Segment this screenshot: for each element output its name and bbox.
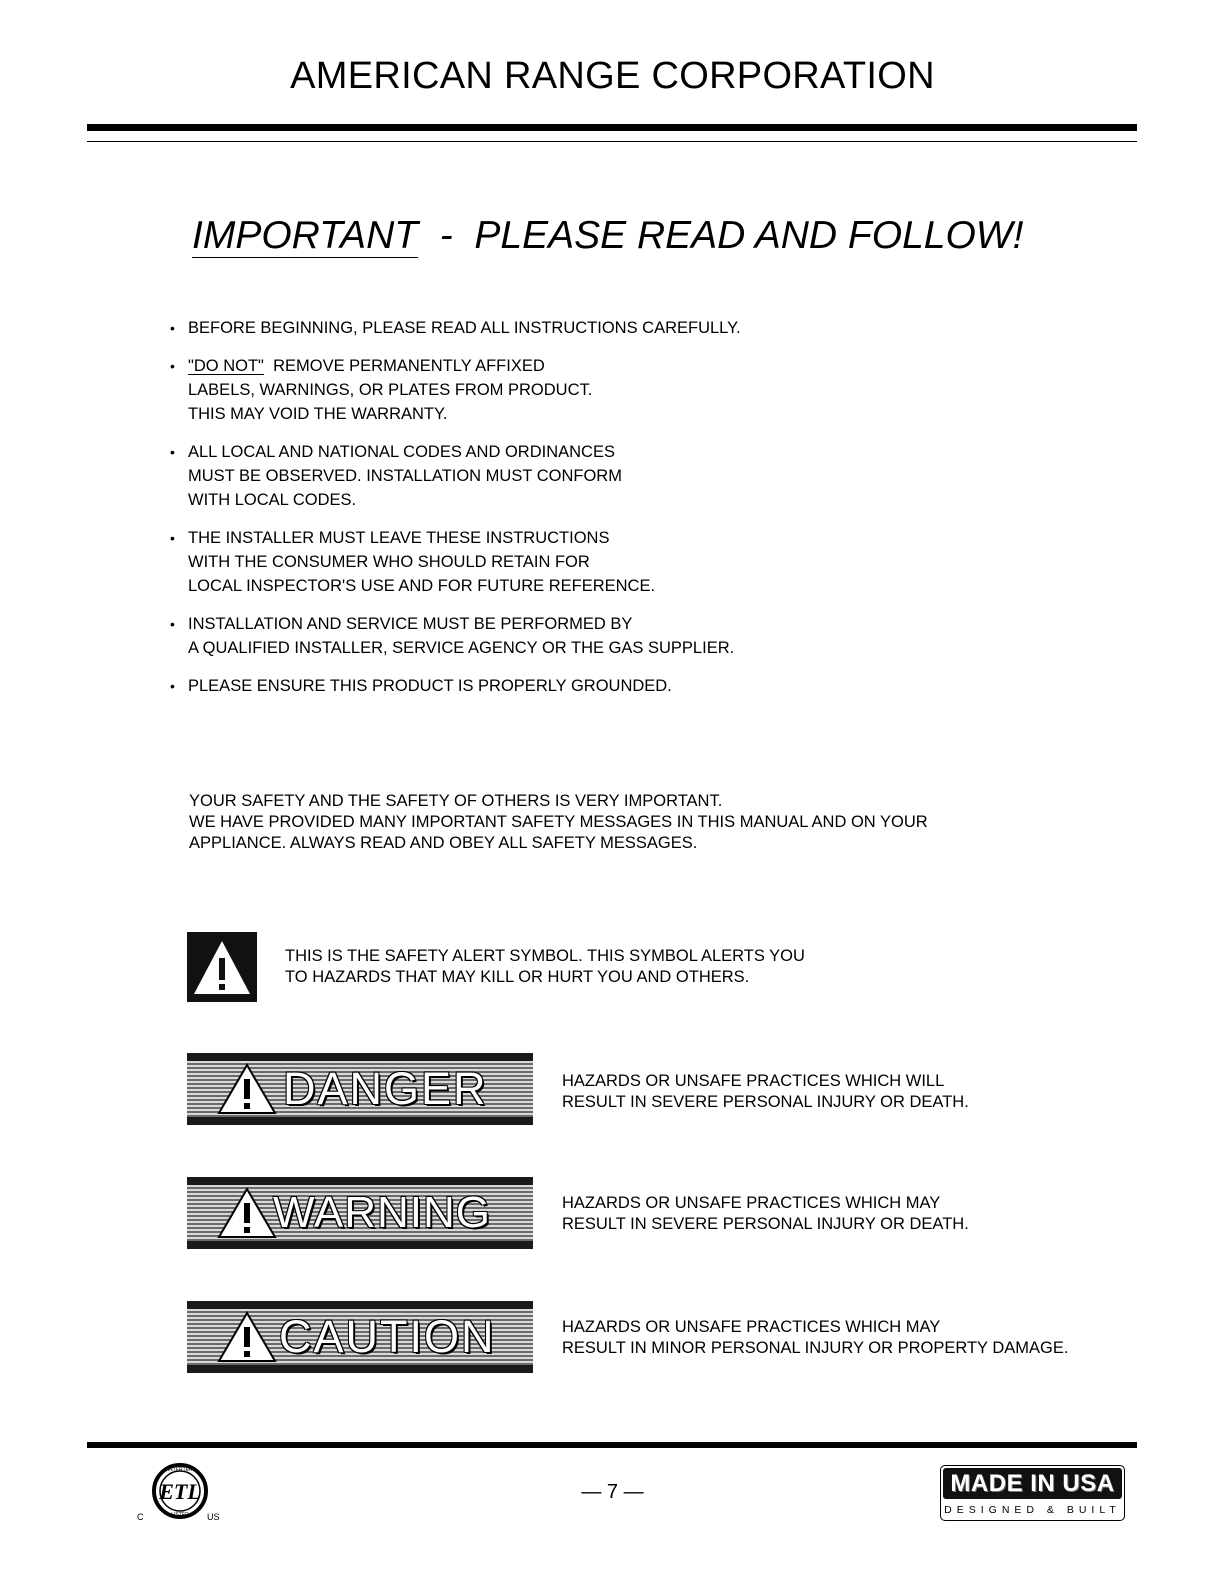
danger-description — [562, 1071, 969, 1113]
sign-line: HAZARDS OR UNSAFE PRACTICES WHICH WILL — [562, 1072, 945, 1090]
alert-symbol-description — [285, 946, 805, 988]
bullet-icon: • — [170, 616, 175, 632]
bullet-line: WITH THE CONSUMER WHO SHOULD RETAIN FOR — [188, 553, 590, 571]
bullet-line: LABELS, WARNINGS, OR PLATES FROM PRODUCT. — [188, 381, 593, 399]
sign-line: RESULT IN SEVERE PERSONAL INJURY OR DEATH. — [562, 1093, 969, 1111]
sign-line: RESULT IN MINOR PERSONAL INJURY OR PROPERTY DAMAGE. — [562, 1339, 1069, 1357]
warning-word: WARNING — [273, 1188, 492, 1237]
bullet-line: ALL LOCAL AND NATIONAL CODES AND ORDINANCES — [188, 443, 615, 461]
designed-built-text: DESIGNED & BUILT — [944, 1504, 1121, 1516]
bullet-icon: • — [170, 320, 175, 336]
warning-triangle-icon — [217, 1311, 277, 1363]
danger-sign — [187, 1053, 533, 1125]
warning-triangle-icon — [187, 932, 257, 1002]
bullet-line: BEFORE BEGINNING, PLEASE READ ALL INSTRUCTIONS CAREFULLY. — [188, 319, 741, 337]
header-rule-thin — [87, 141, 1137, 142]
bullet-line: WITH LOCAL CODES. — [188, 491, 357, 509]
bullet-line: THIS MAY VOID THE WARRANTY. — [188, 405, 448, 423]
safety-line: WE HAVE PROVIDED MANY IMPORTANT SAFETY MESSAGES IN THIS MANUAL AND ON YOUR — [189, 813, 928, 831]
safety-paragraph — [189, 791, 928, 854]
warning-triangle-icon — [217, 1063, 277, 1115]
etl-c-text: C — [137, 1512, 144, 1522]
listed-text: LISTED — [171, 1512, 189, 1518]
alert-line: THIS IS THE SAFETY ALERT SYMBOL. THIS SYMBOL ALERTS YOU — [285, 947, 805, 965]
bullet-line — [188, 354, 1130, 378]
etl-us-text: US — [207, 1512, 220, 1522]
important-word: IMPORTANT — [192, 214, 419, 257]
bullet-icon: • — [170, 444, 175, 460]
do-not-emphasis: "DO NOT" — [188, 357, 264, 375]
safety-line: APPLIANCE. ALWAYS READ AND OBEY ALL SAFETY MESSAGES. — [189, 834, 698, 852]
sign-line: HAZARDS OR UNSAFE PRACTICES WHICH MAY — [562, 1318, 941, 1336]
list-item — [170, 440, 1130, 512]
bullet-icon: • — [170, 358, 175, 374]
list-item — [170, 354, 1130, 426]
alert-line: TO HAZARDS THAT MAY KILL OR HURT YOU AND OTHERS. — [285, 968, 750, 986]
made-in-usa-text: MADE IN USA — [943, 1468, 1122, 1499]
bullet-line: PLEASE ENSURE THIS PRODUCT IS PROPERLY GROUNDED. — [188, 677, 672, 695]
company-name: AMERICAN RANGE CORPORATION — [290, 55, 935, 97]
danger-word: DANGER — [283, 1063, 488, 1114]
safety-line: YOUR SAFETY AND THE SAFETY OF OTHERS IS VERY IMPORTANT. — [189, 792, 723, 810]
bullet-line: LOCAL INSPECTOR'S USE AND FOR FUTURE REFERENCE. — [188, 577, 656, 595]
list-item — [170, 316, 1130, 340]
headline-rest: PLEASE READ AND FOLLOW! — [474, 214, 1024, 257]
footer-rule — [87, 1442, 1137, 1448]
bullet-line: INSTALLATION AND SERVICE MUST BE PERFORMED BY — [188, 615, 633, 633]
etl-lettering: ETL — [159, 1479, 201, 1504]
made-in-usa-badge — [940, 1465, 1125, 1521]
headline-separator: - — [439, 214, 453, 257]
warning-triangle-icon — [217, 1187, 277, 1239]
page-number: — 7 — — [581, 1481, 644, 1503]
warning-sign — [187, 1177, 533, 1249]
sign-line: RESULT IN SEVERE PERSONAL INJURY OR DEATH. — [562, 1215, 969, 1233]
caution-description — [562, 1317, 1068, 1359]
list-item — [170, 674, 1130, 698]
list-item — [170, 612, 1130, 660]
instruction-list — [170, 316, 1130, 712]
caution-word: CAUTION — [279, 1311, 496, 1362]
bullet-line: THE INSTALLER MUST LEAVE THESE INSTRUCTIONS — [188, 529, 610, 547]
bullet-line: A QUALIFIED INSTALLER, SERVICE AGENCY OR THE GAS SUPPLIER. — [188, 639, 735, 657]
caution-sign — [187, 1301, 533, 1373]
bullet-icon: • — [170, 678, 175, 694]
bullet-icon: • — [170, 530, 175, 546]
intertek-text: INTERTEK — [167, 1467, 193, 1473]
bullet-line-text: REMOVE PERMANENTLY AFFIXED — [273, 357, 545, 375]
header-rule-thick — [87, 124, 1137, 131]
list-item — [170, 526, 1130, 598]
important-headline — [192, 212, 1023, 260]
warning-description — [562, 1193, 969, 1235]
sign-line: HAZARDS OR UNSAFE PRACTICES WHICH MAY — [562, 1194, 941, 1212]
bullet-line: MUST BE OBSERVED. INSTALLATION MUST CONFORM — [188, 467, 622, 485]
